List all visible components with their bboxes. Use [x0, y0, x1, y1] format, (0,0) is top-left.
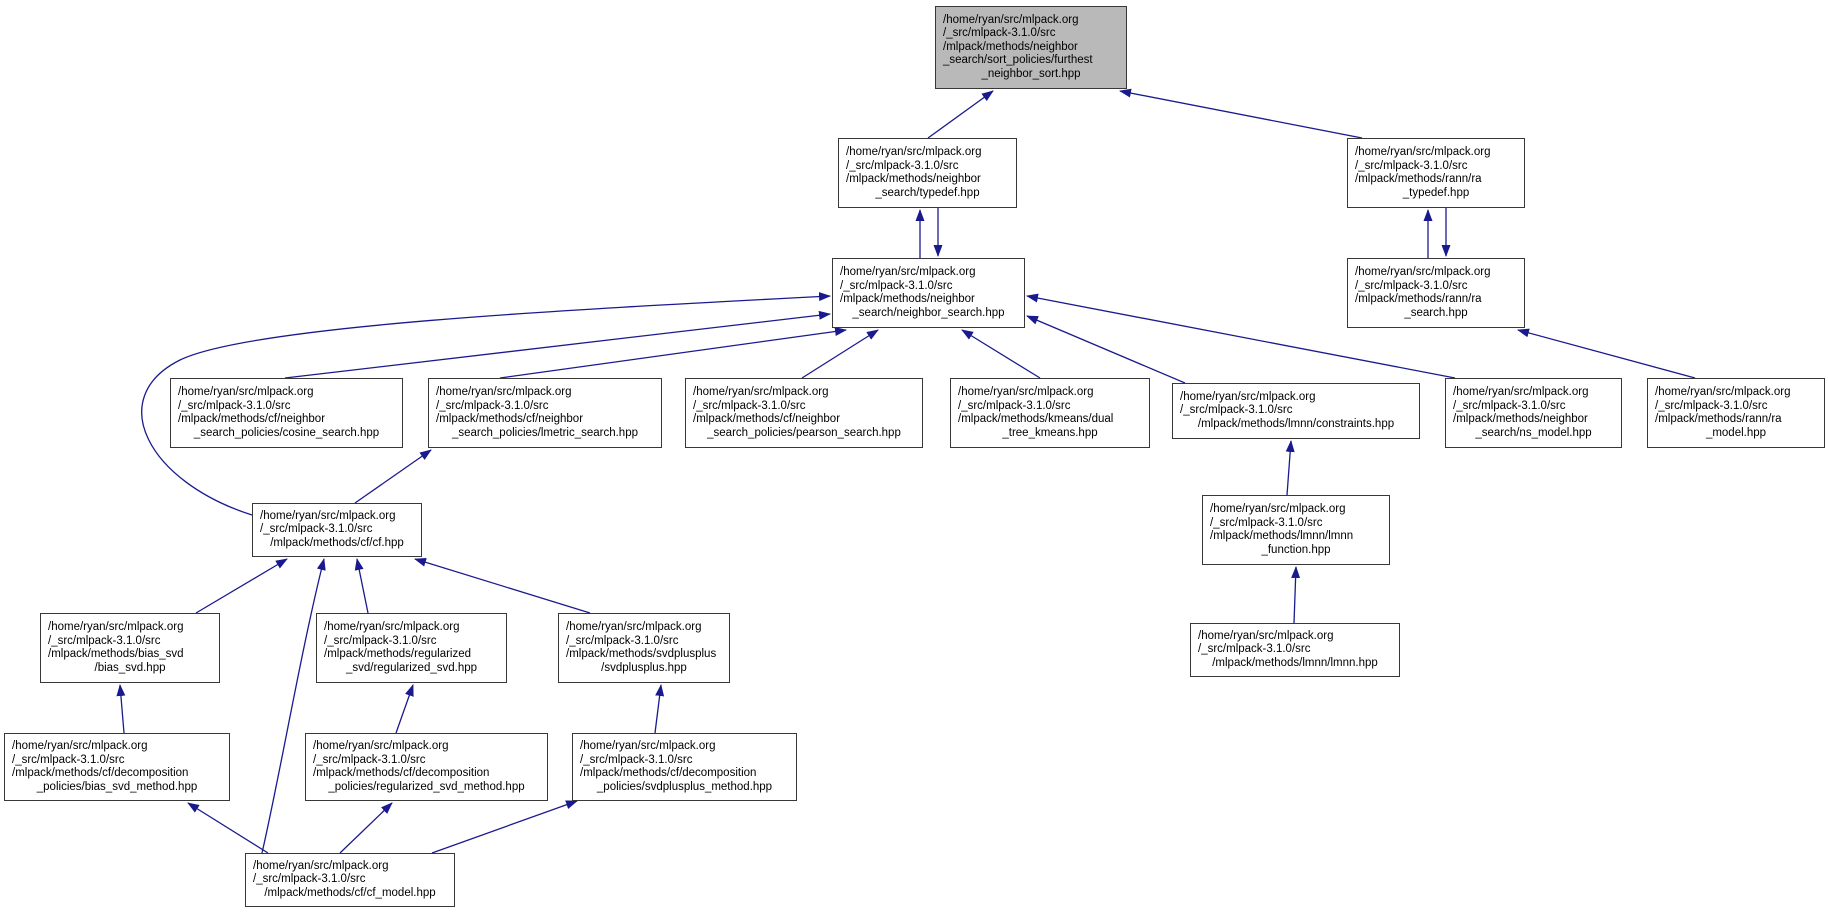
- node-label-line: /_src/mlpack-3.1.0/src: [566, 634, 679, 647]
- edge-cf-to-lmetric: [355, 450, 431, 503]
- node-label-line: /_src/mlpack-3.1.0/src: [1355, 279, 1468, 292]
- node-label-line: /_src/mlpack-3.1.0/src: [436, 399, 549, 412]
- node-label-line: /mlpack/methods/neighbor: [840, 293, 975, 305]
- edge-constraints-to-neighbor_search: [1027, 316, 1185, 383]
- node-label-line: /mlpack/methods/neighbor: [1453, 413, 1588, 425]
- edge-bias_svd_method-to-bias_svd: [120, 685, 124, 733]
- node-label-line: /home/ryan/src/mlpack.org: [1355, 266, 1491, 278]
- node-label-line: /home/ryan/src/mlpack.org: [12, 740, 148, 752]
- graph-node-cf[interactable]: [252, 503, 422, 557]
- edge-kmeans-to-neighbor_search: [962, 330, 1040, 378]
- graph-node-kmeans[interactable]: [950, 378, 1150, 448]
- node-label-line: /mlpack/methods/lmnn/lmnn: [1210, 530, 1354, 542]
- edge-ra_typedef-to-furthest: [1120, 91, 1362, 138]
- node-label-line: _typedef.hpp: [1402, 186, 1470, 199]
- node-label-line: /mlpack/methods/cf/neighbor: [693, 413, 841, 425]
- node-label-line: /mlpack/methods/rann/ra: [1355, 173, 1482, 185]
- node-label-line: /_src/mlpack-3.1.0/src: [48, 634, 161, 647]
- node-label-line: _search/typedef.hpp: [875, 186, 980, 199]
- graph-node-pearson[interactable]: [685, 378, 923, 448]
- graph-node-svdpp[interactable]: [558, 613, 730, 683]
- node-label-line: /home/ryan/src/mlpack.org: [313, 740, 449, 752]
- node-label-line: /home/ryan/src/mlpack.org: [846, 146, 982, 158]
- node-label-line: /home/ryan/src/mlpack.org: [324, 621, 460, 633]
- node-label-line: _policies/bias_svd_method.hpp: [36, 780, 198, 793]
- node-label-line: /mlpack/methods/cf/neighbor: [436, 413, 584, 425]
- edge-svdpp-to-cf: [415, 559, 590, 613]
- graph-node-neighbor_search[interactable]: [832, 258, 1025, 328]
- node-label-line: /mlpack/methods/lmnn/lmnn.hpp: [1212, 656, 1378, 669]
- node-label-line: /_src/mlpack-3.1.0/src: [693, 399, 806, 412]
- edge-ra_model-to-ra_search: [1518, 330, 1695, 378]
- node-label-line: _search/neighbor_search.hpp: [852, 306, 1005, 319]
- edge-reg_svd_method-to-reg_svd: [396, 685, 413, 733]
- node-label-line: /_src/mlpack-3.1.0/src: [1210, 516, 1323, 529]
- node-label-line: /svdplusplus.hpp: [601, 661, 687, 674]
- graph-node-ra_search[interactable]: [1347, 258, 1525, 328]
- node-label-line: /mlpack/methods/cf/neighbor: [178, 413, 326, 425]
- node-label-line: /home/ryan/src/mlpack.org: [436, 386, 572, 398]
- edge-pearson-to-neighbor_search: [802, 330, 878, 378]
- node-label-line: /mlpack/methods/kmeans/dual: [958, 413, 1114, 425]
- node-label-line: /home/ryan/src/mlpack.org: [1453, 386, 1589, 398]
- node-label-line: /_src/mlpack-3.1.0/src: [1655, 399, 1768, 412]
- node-label-line: /home/ryan/src/mlpack.org: [840, 266, 976, 278]
- node-label-line: /home/ryan/src/mlpack.org: [958, 386, 1094, 398]
- node-label-line: /mlpack/methods/cf/decomposition: [580, 767, 757, 779]
- edge-bias_svd-to-cf: [196, 559, 287, 613]
- graph-node-lmnn_function[interactable]: [1202, 495, 1390, 565]
- graph-node-reg_svd_method[interactable]: [305, 733, 548, 801]
- node-label-line: /home/ryan/src/mlpack.org: [693, 386, 829, 398]
- node-label-line: /_src/mlpack-3.1.0/src: [1198, 643, 1311, 656]
- edge-cosine-to-neighbor_search: [285, 314, 830, 378]
- edge-lmnn_function-to-constraints: [1287, 441, 1291, 495]
- node-label-line: _policies/regularized_svd_method.hpp: [328, 780, 525, 793]
- edge-cf_model-to-svdpp_method: [432, 801, 577, 853]
- node-label-line: /home/ryan/src/mlpack.org: [1210, 503, 1346, 515]
- graph-node-constraints[interactable]: [1172, 383, 1420, 439]
- node-label-line: /_src/mlpack-3.1.0/src: [1180, 404, 1293, 417]
- graph-node-reg_svd[interactable]: [316, 613, 507, 683]
- node-label-line: /_src/mlpack-3.1.0/src: [313, 753, 426, 766]
- node-label-line: /mlpack/methods/regularized: [324, 648, 472, 660]
- node-label-line: _search_policies/lmetric_search.hpp: [451, 426, 638, 439]
- node-label-line: /mlpack/methods/rann/ra: [1655, 413, 1782, 425]
- graph-node-bias_svd_method[interactable]: [4, 733, 230, 801]
- graph-node-lmetric[interactable]: [428, 378, 662, 448]
- node-label-line: /mlpack/methods/neighbor: [943, 40, 1078, 53]
- edge-typedef-to-furthest: [928, 91, 993, 138]
- node-label-line: /_src/mlpack-3.1.0/src: [12, 753, 125, 766]
- edge-cf_model-to-bias_svd_method: [188, 803, 268, 853]
- node-label-line: /_src/mlpack-3.1.0/src: [943, 27, 1056, 40]
- node-label-line: /mlpack/methods/cf/decomposition: [12, 767, 189, 779]
- node-label-line: /_src/mlpack-3.1.0/src: [253, 873, 366, 886]
- node-label-line: _tree_kmeans.hpp: [1002, 426, 1098, 439]
- graph-node-ns_model[interactable]: [1445, 378, 1622, 448]
- node-label-line: /_src/mlpack-3.1.0/src: [958, 399, 1071, 412]
- node-label-line: /_src/mlpack-3.1.0/src: [1355, 159, 1468, 172]
- node-label-line: _search_policies/cosine_search.hpp: [193, 426, 380, 439]
- node-label-line: /mlpack/methods/cf/cf.hpp: [270, 536, 404, 549]
- node-label-line: _search/sort_policies/furthest: [943, 54, 1093, 67]
- graph-node-furthest[interactable]: [935, 6, 1127, 89]
- node-label-line: /mlpack/methods/cf/cf_model.hpp: [264, 886, 436, 899]
- node-label-line: /home/ryan/src/mlpack.org: [253, 859, 389, 872]
- node-label-line: /bias_svd.hpp: [94, 661, 166, 674]
- node-label-line: _search/ns_model.hpp: [1475, 426, 1592, 439]
- node-label-line: /home/ryan/src/mlpack.org: [260, 509, 396, 522]
- graph-node-lmnn[interactable]: [1190, 623, 1400, 677]
- node-label-line: /_src/mlpack-3.1.0/src: [840, 279, 953, 292]
- node-label-line: /_src/mlpack-3.1.0/src: [1453, 399, 1566, 412]
- node-label-line: /home/ryan/src/mlpack.org: [1655, 386, 1791, 398]
- node-label-line: _policies/svdplusplus_method.hpp: [596, 780, 773, 793]
- node-label-line: /mlpack/methods/lmnn/constraints.hpp: [1197, 417, 1395, 430]
- node-label-line: /home/ryan/src/mlpack.org: [48, 621, 184, 633]
- node-label-line: /mlpack/methods/svdplusplus: [566, 648, 717, 660]
- node-label-line: /_src/mlpack-3.1.0/src: [324, 634, 437, 647]
- node-label-line: _model.hpp: [1705, 426, 1767, 439]
- edge-lmnn-to-lmnn_function: [1294, 567, 1296, 623]
- node-label-line: /home/ryan/src/mlpack.org: [1355, 146, 1491, 158]
- node-label-line: /mlpack/methods/neighbor: [846, 173, 981, 185]
- graph-node-svdpp_method[interactable]: [572, 733, 797, 801]
- node-label-line: /_src/mlpack-3.1.0/src: [178, 399, 291, 412]
- graph-node-typedef[interactable]: [838, 138, 1017, 208]
- node-label-line: _search_policies/pearson_search.hpp: [707, 426, 901, 439]
- node-label-line: /home/ryan/src/mlpack.org: [1198, 629, 1334, 642]
- edge-lmetric-to-neighbor_search: [500, 330, 846, 378]
- node-label-line: /mlpack/methods/rann/ra: [1355, 293, 1482, 305]
- node-label-line: /home/ryan/src/mlpack.org: [178, 386, 314, 398]
- node-label-line: /home/ryan/src/mlpack.org: [580, 740, 716, 752]
- node-label-line: _search.hpp: [1404, 306, 1468, 319]
- node-label-line: /home/ryan/src/mlpack.org: [566, 621, 702, 633]
- node-label-line: /mlpack/methods/bias_svd: [48, 648, 184, 660]
- graph-node-ra_typedef[interactable]: [1347, 138, 1525, 208]
- edge-reg_svd-to-cf: [357, 559, 368, 613]
- graph-node-ra_model[interactable]: [1647, 378, 1825, 448]
- node-label-line: /_src/mlpack-3.1.0/src: [846, 159, 959, 172]
- node-label-line: _svd/regularized_svd.hpp: [345, 661, 478, 674]
- node-label-line: /_src/mlpack-3.1.0/src: [580, 753, 693, 766]
- node-label-line: _function.hpp: [1261, 543, 1331, 556]
- graph-node-bias_svd[interactable]: [40, 613, 220, 683]
- node-label-line: _neighbor_sort.hpp: [981, 67, 1081, 80]
- edge-cf_model-to-cf: [262, 559, 324, 853]
- graph-node-cosine[interactable]: [170, 378, 403, 448]
- node-label-line: /home/ryan/src/mlpack.org: [1180, 390, 1316, 403]
- edge-svdpp_method-to-svdpp: [655, 685, 661, 733]
- node-label-line: /_src/mlpack-3.1.0/src: [260, 523, 373, 536]
- edge-cf_model-to-reg_svd_method: [340, 803, 392, 853]
- node-label-line: /home/ryan/src/mlpack.org: [943, 13, 1079, 26]
- graph-node-cf_model[interactable]: [245, 853, 455, 907]
- node-label-line: /mlpack/methods/cf/decomposition: [313, 767, 490, 779]
